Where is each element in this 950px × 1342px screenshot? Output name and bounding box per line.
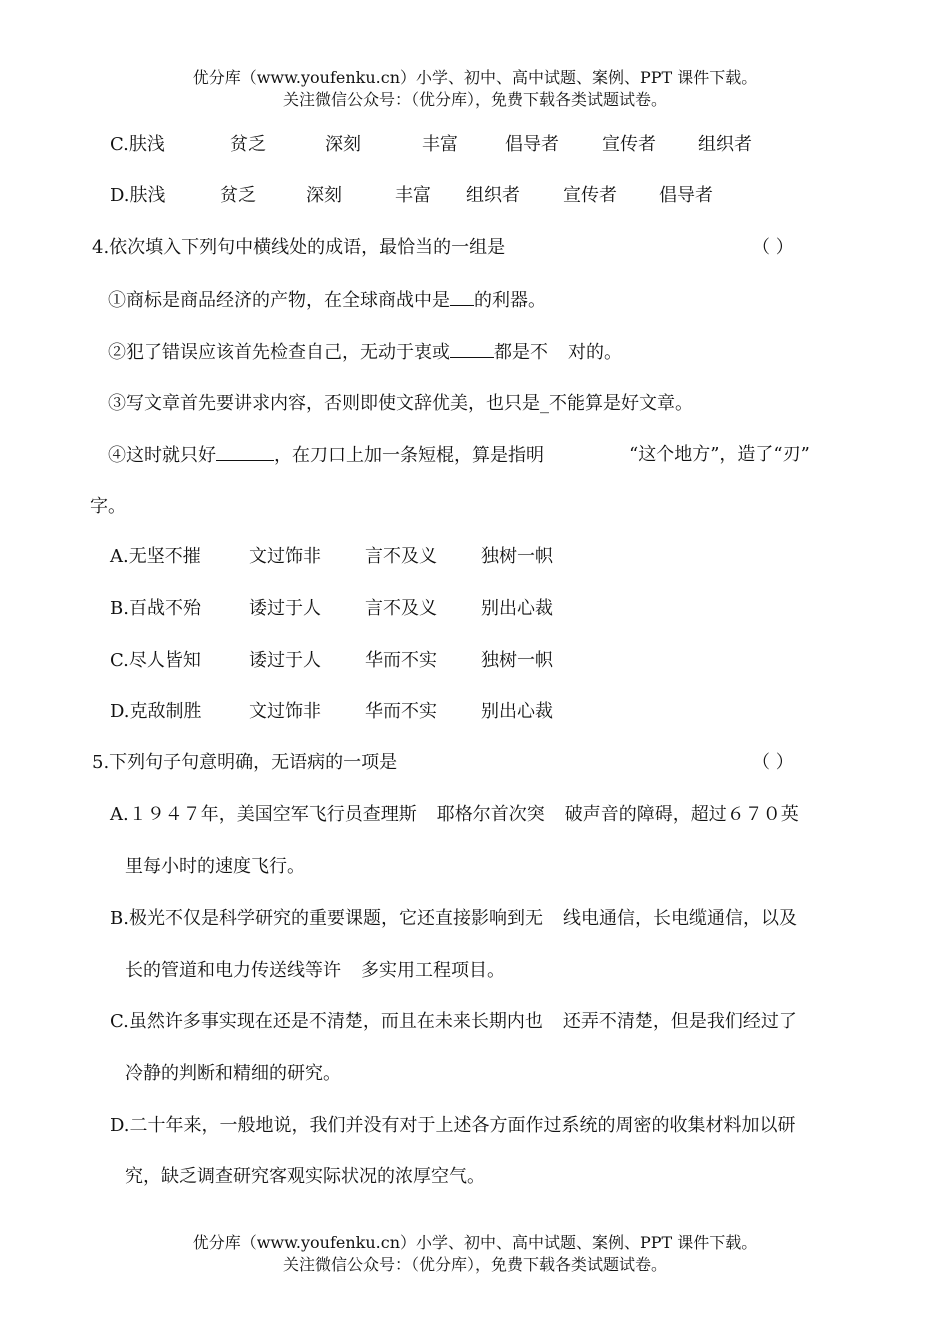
q5-option-b-line-1 bbox=[110, 908, 797, 930]
option-item: 文过饰非 bbox=[249, 546, 321, 567]
fill-blank bbox=[450, 289, 474, 306]
sentence-text: 都是不 bbox=[494, 342, 548, 363]
option-item: 组织者 bbox=[698, 134, 752, 155]
option-text: 线电通信，长电缆通信，以及 bbox=[562, 908, 797, 929]
q4-sentence-4 bbox=[108, 444, 544, 467]
option-item: 丰富 bbox=[422, 134, 458, 155]
footer-line-1: 优分库（www.youfenku.cn）小学、初中、高中试题、案例、PPT 课件下载。 bbox=[192, 1233, 758, 1252]
fill-blank bbox=[450, 341, 494, 358]
option-item: 贫乏 bbox=[220, 185, 256, 206]
q5-option-c-line-1 bbox=[110, 1011, 797, 1033]
option-item: 文过饰非 bbox=[249, 701, 321, 722]
footer-line-2: 关注微信公众号：（优分库），免费下载各类试题试卷。 bbox=[282, 1255, 667, 1274]
option-item: 宣传者 bbox=[563, 185, 617, 206]
header-line-2: 关注微信公众号：（优分库），免费下载各类试题试卷。 bbox=[282, 90, 667, 109]
sentence-text: ②犯了错误应该首先检查自己，无动于衷或 bbox=[108, 342, 450, 363]
sentence-text: ④这时就只好 bbox=[108, 445, 216, 466]
sentence-text: ，在刀口上加一条短棍，算是指明 bbox=[274, 445, 544, 466]
q5-stem: 5.下列句子句意明确，无语病的一项是 bbox=[92, 752, 398, 773]
q4-sentence-4-cont: “这个地方”，造了“刃” bbox=[629, 444, 810, 465]
option-text: 长的管道和电力传送线等许 bbox=[125, 960, 341, 981]
q5-option-a-line-1 bbox=[110, 804, 799, 826]
q4-answer-paren: （ ） bbox=[752, 237, 794, 258]
q5-option-c-line-2: 冷静的判断和精细的研究。 bbox=[125, 1063, 341, 1084]
option-text: 破声音的障碍，超过６７０英 bbox=[564, 804, 799, 825]
q4-stem: 4.依次填入下列句中横线处的成语，最恰当的一组是 bbox=[92, 237, 506, 258]
option-item: 言不及义 bbox=[365, 546, 437, 567]
q5-option-b-line-2 bbox=[125, 960, 505, 982]
option-item: 组织者 bbox=[466, 185, 520, 206]
option-text: C.虽然许多事实现在还是不清楚，而且在未来长期内也 bbox=[110, 1011, 543, 1032]
option-item: 言不及义 bbox=[365, 598, 437, 619]
sentence-text: 对的。 bbox=[568, 342, 622, 363]
option-label: D.克敌制胜 bbox=[110, 701, 202, 722]
sentence-text: ①商标是商品经济的产物，在全球商战中是 bbox=[108, 290, 450, 311]
header-line-1: 优分库（www.youfenku.cn）小学、初中、高中试题、案例、PPT 课件下载。 bbox=[192, 68, 758, 87]
option-label: A.无坚不摧 bbox=[110, 546, 201, 567]
q4-sentence-4-end: 字。 bbox=[90, 496, 126, 517]
option-item: 贫乏 bbox=[230, 134, 266, 155]
option-label: B.百战不殆 bbox=[110, 598, 201, 619]
option-text: B.极光不仅是科学研究的重要课题，它还直接影响到无 bbox=[110, 908, 543, 929]
q5-option-a-line-2: 里每小时的速度飞行。 bbox=[125, 856, 305, 877]
option-item: 倡导者 bbox=[505, 134, 559, 155]
option-item: 深刻 bbox=[306, 185, 342, 206]
option-label: C.尽人皆知 bbox=[110, 650, 201, 671]
option-text: A.１９４７年，美国空军飞行员查理斯 bbox=[110, 804, 417, 825]
option-item: 诿过于人 bbox=[249, 598, 321, 619]
q5-option-d-line-1: D.二十年来，一般地说，我们并没有对于上述各方面作过系统的周密的收集材料加以研 bbox=[110, 1115, 796, 1136]
option-text: 耶格尔首次突 bbox=[436, 804, 545, 825]
option-item: 华而不实 bbox=[365, 701, 437, 722]
option-label: D.肤浅 bbox=[110, 185, 166, 206]
q4-sentence-3: ③写文章首先要讲求内容，否则即使文辞优美，也只是_不能算是好文章。 bbox=[108, 393, 693, 414]
option-item: 独树一帜 bbox=[481, 546, 553, 567]
option-text: 多实用工程项目。 bbox=[361, 960, 505, 981]
option-item: 诿过于人 bbox=[249, 650, 321, 671]
option-item: 丰富 bbox=[395, 185, 431, 206]
option-item: 倡导者 bbox=[659, 185, 713, 206]
sentence-text: 的利器。 bbox=[474, 290, 546, 311]
option-item: 别出心裁 bbox=[481, 598, 553, 619]
option-text: 还弄不清楚，但是我们经过了 bbox=[562, 1011, 797, 1032]
option-item: 别出心裁 bbox=[481, 701, 553, 722]
q5-option-d-line-2: 究，缺乏调查研究客观实际状况的浓厚空气。 bbox=[125, 1166, 485, 1187]
q4-sentence-1 bbox=[108, 289, 546, 312]
fill-blank bbox=[216, 444, 274, 461]
option-item: 宣传者 bbox=[602, 134, 656, 155]
option-item: 独树一帜 bbox=[481, 650, 553, 671]
q4-sentence-2 bbox=[108, 341, 622, 364]
option-item: 华而不实 bbox=[365, 650, 437, 671]
q5-answer-paren: （ ） bbox=[752, 752, 794, 773]
option-item: 深刻 bbox=[325, 134, 361, 155]
option-label: C.肤浅 bbox=[110, 134, 165, 155]
